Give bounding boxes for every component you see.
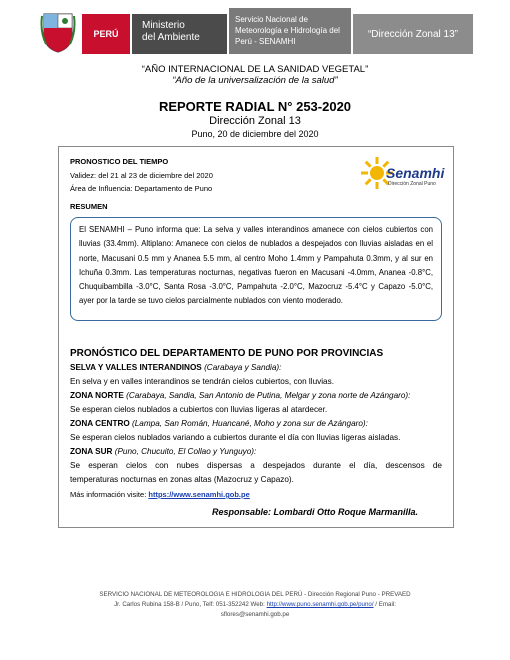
zona-selva-name: SELVA Y VALLES INTERANDINOS	[70, 363, 202, 372]
zona-centro-name: ZONA CENTRO	[70, 419, 130, 428]
provincias-heading: PRONÓSTICO DEL DEPARTAMENTO DE PUNO POR PROVINCIAS	[70, 348, 384, 359]
year-subtitle: “Año de la universalización de la salud”	[172, 75, 338, 86]
prono-heading: PRONOSTICO DEL TIEMPO	[70, 157, 169, 166]
more-info-link[interactable]: https://www.senamhi.gob.pe	[148, 490, 250, 499]
footer-address: Jr. Carlos Rubina 158-B / Puno, Telf: 051-352242 Web:	[114, 601, 265, 608]
report-title: REPORTE RADIAL N° 253-2020	[158, 99, 352, 114]
senamhi-logo-text: Senamhi	[386, 165, 445, 181]
footer-email-label: / Email:	[375, 601, 396, 608]
zona-centro-text: Se esperan cielos nublados variando a cubiertos durante el día con lluvias ligeras aisladas.	[70, 433, 401, 442]
senamhi-logo-sub: Dirección Zonal Puno	[388, 181, 436, 187]
zona-centro-prov: (Lampa, San Román, Huancané, Moho y zona sur de Azángaro):	[132, 419, 368, 428]
header-ministerio-box	[132, 14, 227, 54]
more-info-label: Más información visite:	[70, 490, 147, 499]
direccion-label: “Dirección Zonal 13”	[367, 28, 459, 40]
footer-line-2	[0, 600, 510, 610]
footer-line-1: SERVICIO NACIONAL DE METEOROLOGIA E HIDROLOGIA DEL PERÚ - Dirección Regional Puno - PREVAED	[99, 591, 411, 598]
zona-selva-prov: (Carabaya y Sandia):	[204, 363, 282, 372]
zona-norte-text: Se esperan cielos nublados a cubiertos con lluvias ligeras al atardecer.	[70, 405, 328, 414]
ministerio-line-2: del Ambiente	[142, 32, 200, 43]
peru-label: PERÚ	[93, 29, 119, 39]
responsable: Responsable: Lombardi Otto Roque Marmanilla.	[212, 507, 419, 517]
resumen-heading: RESUMEN	[70, 202, 108, 211]
report-date: Puno, 20 de diciembre del 2020	[191, 129, 319, 139]
more-info	[70, 490, 250, 499]
summary-box: El SENAMHI – Puno informa que: La selva y valles interandinos amanece con cielos cubiertos con lluvias (33.4mm). Altiplano: Amanece con cielos de nublados a despejados con lluvias aisladas en el norte, Macusani 0.5 mm y Ananea 5.5 mm, al centro Moho 1.4mm y Pampahuta 0.3mm, y al sur en Ichuña 0.3mm. Las temperaturas nocturnas, negativas fueron en Macusani -4.0mm, Ananea -0.8°C, Chuquibambilla -3.0°C, Santa Rosa -3.0°C, Pampahuta -2.0°C, Mazocruz -5.4°C y Capazo -5.0°C, ayer por la tarde se tuvo cielos parcialmente nublados con viento moderado.	[70, 217, 442, 321]
zona-sur-prov: (Puno, Chucuito, El Collao y Yunguyo):	[114, 447, 257, 456]
zona-sur-text-1: Se esperan cielos con nubes dispersas a despejados durante el día, descensos de	[70, 461, 442, 470]
ministerio-line-1: Ministerio	[142, 20, 185, 31]
senamhi-line-1: Servicio Nacional de	[235, 15, 308, 24]
zona-selva-text: En selva y en valles interandinos se tendrán cielos cubiertos, con lluvias.	[70, 377, 334, 386]
header-senamhi-box	[229, 8, 351, 54]
zona-sur-text-2: temperaturas nocturnas en zonas altas (Mazocruz y Capazo).	[70, 475, 294, 484]
prono-area: Área de Influencia: Departamento de Puno	[70, 184, 213, 193]
header-direccion-box	[353, 14, 473, 54]
zona-selva	[70, 363, 442, 372]
zona-norte-name: ZONA NORTE	[70, 391, 124, 400]
senamhi-line-3: Perú - SENAMHI	[235, 37, 296, 46]
peru-coat-of-arms-icon	[40, 10, 76, 54]
zona-sur	[70, 447, 442, 456]
prono-validez: Validez: del 21 al 23 de diciembre del 2020	[70, 171, 213, 180]
report-frame	[58, 146, 454, 528]
zona-sur-name: ZONA SUR	[70, 447, 113, 456]
footer-web-link[interactable]: http://www.puno.senamhi.gob.pe/puno/	[266, 601, 374, 608]
header-peru-box	[82, 14, 130, 54]
year-title: “AÑO INTERNACIONAL DE LA SANIDAD VEGETAL”	[141, 64, 369, 75]
zona-centro	[70, 419, 442, 428]
zona-norte-prov: (Carabaya, Sandia, San Antonio de Putina, Melgar y zona norte de Azángaro):	[126, 391, 411, 400]
footer-email: sflores@senamhi.gob.pe	[220, 611, 290, 618]
report-zone: Dirección Zonal 13	[209, 115, 301, 127]
zona-norte	[70, 391, 442, 400]
senamhi-line-2: Meteorología e Hidrología del	[235, 26, 340, 35]
